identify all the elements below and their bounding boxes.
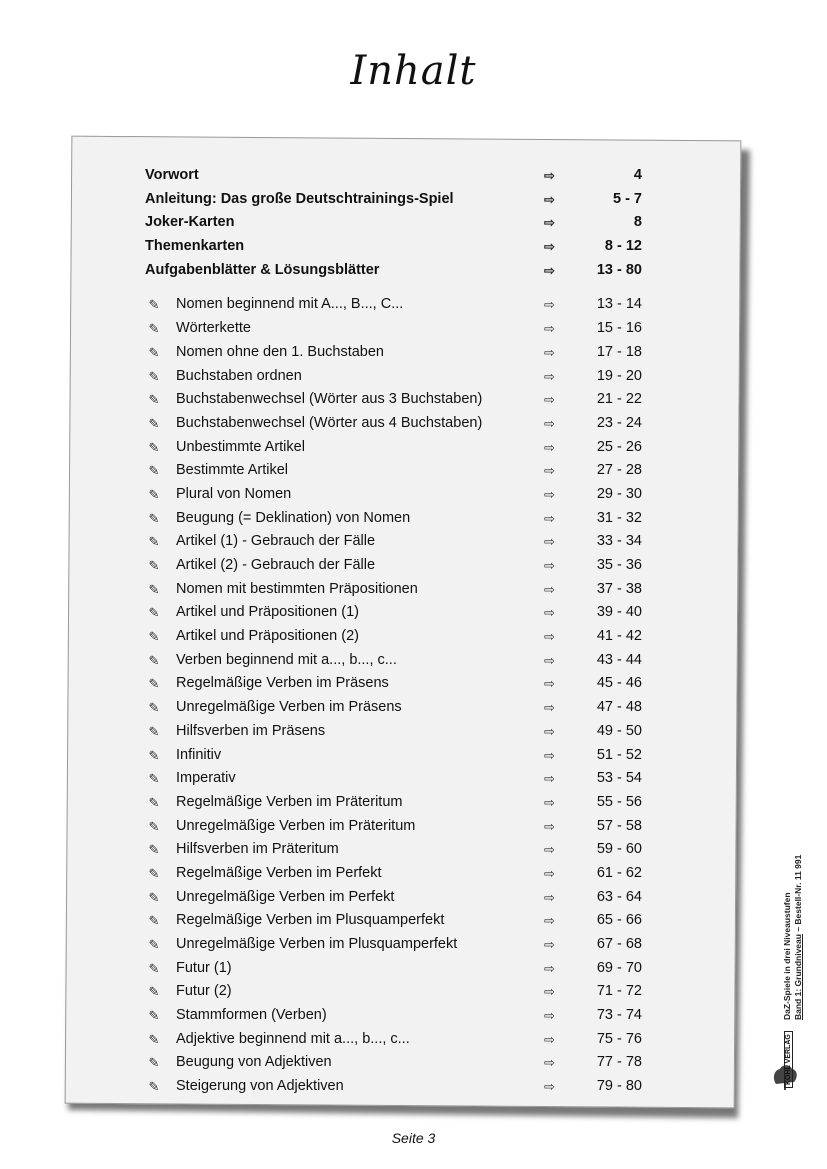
toc-entry-pages: 51 - 52: [596, 746, 642, 763]
pencil-icon: ✎: [148, 368, 160, 384]
toc-entry-label: Plural von Nomen: [176, 485, 292, 502]
arrow-right-icon: ⇨: [544, 368, 555, 384]
toc-entry-pages: 21 - 22: [596, 391, 642, 408]
arrow-right-icon: ⇨: [544, 439, 555, 455]
pencil-icon: ✎: [148, 747, 160, 763]
toc-entry-label: Stammformen (Verben): [176, 1007, 327, 1024]
toc-entry-pages: 8 - 12: [604, 238, 642, 255]
pencil-icon: ✎: [148, 581, 160, 597]
toc-entry-pages: 69 - 70: [596, 959, 642, 976]
arrow-right-icon: ⇨: [544, 700, 555, 716]
toc-entry-pages: 25 - 26: [596, 438, 642, 455]
pencil-icon: ✎: [148, 510, 160, 526]
arrow-right-icon: ⇨: [544, 415, 555, 431]
toc-entry-label: Steigerung von Adjektiven: [176, 1078, 344, 1095]
toc-sub-entry: [145, 530, 665, 554]
pencil-icon: ✎: [148, 794, 160, 810]
pencil-icon: ✎: [148, 1055, 160, 1071]
pencil-icon: ✎: [148, 723, 160, 739]
arrow-right-icon: ⇨: [544, 1031, 555, 1047]
toc-entry-label: Nomen ohne den 1. Buchstaben: [176, 343, 384, 360]
arrow-right-icon: ⇨: [544, 215, 555, 231]
pencil-icon: ✎: [148, 392, 160, 408]
toc-entry-label: Themenkarten: [145, 238, 245, 255]
toc-sub-entry: [145, 1051, 665, 1075]
section-gap: [145, 282, 665, 293]
pencil-icon: ✎: [148, 344, 160, 360]
toc-entry-pages: 73 - 74: [596, 1007, 642, 1024]
toc-entry-label: Unregelmäßige Verben im Präsens: [176, 699, 402, 716]
toc-entry-pages: 23 - 24: [596, 414, 642, 431]
toc-entry-pages: 29 - 30: [596, 485, 642, 502]
toc-entry-pages: 5 - 7: [612, 190, 642, 207]
toc-entry-label: Nomen beginnend mit A..., B..., C...: [176, 296, 404, 313]
toc-entry-pages: 63 - 64: [596, 888, 642, 905]
toc-main-entry: [145, 235, 665, 259]
arrow-right-icon: ⇨: [544, 937, 555, 952]
arrow-right-icon: ⇨: [544, 960, 555, 976]
pencil-icon: ✎: [148, 321, 160, 337]
toc-entry-pages: 15 - 16: [596, 320, 642, 337]
pencil-icon: ✎: [148, 415, 160, 431]
pencil-icon: ✎: [148, 913, 160, 929]
toc-main-entry: [145, 164, 665, 188]
arrow-right-icon: ⇨: [544, 984, 555, 1000]
toc-sub-entry: [145, 578, 665, 602]
toc-entry-pages: 4: [633, 167, 642, 183]
arrow-right-icon: ⇨: [544, 747, 555, 763]
toc-entry-pages: 67 - 68: [596, 936, 642, 952]
toc-entry-label: Unregelmäßige Verben im Plusquamperfekt: [176, 936, 458, 952]
pencil-icon: ✎: [148, 1008, 160, 1024]
toc-entry-pages: 13 - 80: [596, 261, 642, 278]
toc-entry-pages: 57 - 58: [596, 817, 642, 834]
pencil-icon: ✎: [148, 558, 160, 573]
toc-sub-entry: [145, 601, 665, 625]
toc-entry-pages: 59 - 60: [596, 841, 642, 858]
arrow-right-icon: ⇨: [544, 558, 555, 573]
toc-sub-entry: [145, 293, 665, 317]
toc-entry-pages: 13 - 14: [596, 296, 642, 313]
toc-main-entry: [145, 211, 665, 235]
toc-entry-pages: 75 - 76: [596, 1030, 642, 1047]
toc-entry-label: Vorwort: [145, 167, 199, 183]
arrow-right-icon: ⇨: [544, 581, 555, 597]
toc-entry-label: Bestimmte Artikel: [176, 462, 288, 479]
toc-entry-label: Infinitiv: [176, 746, 222, 763]
volume-label: Band 1: Grundniveau: [793, 934, 803, 1020]
toc-entry-pages: 37 - 38: [596, 580, 642, 597]
pencil-icon: ✎: [148, 1031, 160, 1047]
toc-entry-label: Adjektive beginnend mit a..., b..., c...: [176, 1030, 410, 1047]
toc-entry-pages: 39 - 40: [596, 604, 642, 621]
arrow-right-icon: ⇨: [544, 889, 555, 905]
arrow-right-icon: ⇨: [544, 771, 555, 787]
toc-entry-label: Buchstabenwechsel (Wörter aus 4 Buchstaben): [176, 414, 483, 431]
toc-sub-entry: [145, 459, 665, 483]
toc-sub-entry: [145, 365, 665, 389]
toc-entry-pages: 17 - 18: [596, 343, 642, 360]
arrow-right-icon: ⇨: [544, 191, 555, 207]
toc-entry-label: Beugung von Adjektiven: [176, 1054, 332, 1071]
pencil-icon: ✎: [148, 937, 160, 952]
pencil-icon: ✎: [148, 1079, 160, 1095]
arrow-right-icon: ⇨: [544, 818, 555, 834]
toc-entry-label: Regelmäßige Verben im Präteritum: [176, 793, 403, 810]
toc-entry-pages: 53 - 54: [596, 770, 642, 787]
toc-entry-pages: 33 - 34: [596, 533, 642, 550]
toc-sub-entry: [145, 767, 665, 791]
arrow-right-icon: ⇨: [544, 262, 555, 278]
toc-sub-entry: [145, 1075, 665, 1099]
toc-entry-label: Artikel und Präpositionen (1): [176, 604, 359, 621]
arrow-right-icon: ⇨: [544, 629, 555, 645]
pencil-icon: ✎: [148, 960, 160, 976]
toc-entry-label: Unregelmäßige Verben im Präteritum: [176, 817, 416, 834]
toc-entry-pages: 8: [633, 214, 642, 231]
pencil-icon: ✎: [148, 676, 160, 692]
pencil-icon: ✎: [148, 297, 160, 313]
pencil-icon: ✎: [148, 700, 160, 716]
toc-sub-entry: [145, 412, 665, 436]
toc-entry-label: Buchstabenwechsel (Wörter aus 3 Buchstaben): [176, 391, 483, 408]
arrow-right-icon: ⇨: [544, 168, 555, 183]
toc-sub-entry: [145, 507, 665, 531]
arrow-right-icon: ⇨: [544, 463, 555, 479]
toc-entry-label: Anleitung: Das große Deutschtrainings-Spiel: [145, 190, 454, 207]
arrow-right-icon: ⇨: [544, 344, 555, 360]
separator: –: [793, 924, 803, 935]
pencil-icon: ✎: [148, 818, 160, 834]
toc-sub-entry: [145, 554, 665, 578]
toc-entry-pages: 79 - 80: [596, 1078, 642, 1095]
toc-sub-entry: [145, 744, 665, 768]
toc-entry-label: Artikel (1) - Gebrauch der Fälle: [176, 533, 376, 550]
pencil-icon: ✎: [148, 652, 160, 668]
toc-sub-entry: [145, 672, 665, 696]
arrow-right-icon: ⇨: [544, 297, 555, 313]
toc-entry-label: Futur (1): [176, 959, 232, 976]
toc-entry-label: Hilfsverben im Präteritum: [176, 841, 339, 858]
arrow-right-icon: ⇨: [544, 652, 555, 668]
toc-entry-pages: 41 - 42: [596, 628, 642, 645]
toc-sub-entry: [145, 625, 665, 649]
toc-sub-entry: [145, 649, 665, 673]
order-number: Bestell-Nr. 11 991: [793, 854, 803, 925]
pencil-icon: ✎: [148, 439, 160, 455]
toc-entry-label: Aufgabenblätter & Lösungsblätter: [145, 261, 380, 278]
toc-sub-entry: [145, 791, 665, 815]
toc-sub-entry: [145, 815, 665, 839]
toc-entry-label: Unbestimmte Artikel: [176, 438, 305, 455]
toc-sub-entry: [145, 909, 665, 933]
toc-entry-pages: 43 - 44: [596, 651, 642, 668]
arrow-right-icon: ⇨: [544, 239, 555, 255]
toc-entry-label: Regelmäßige Verben im Präsens: [176, 675, 389, 692]
arrow-right-icon: ⇨: [544, 321, 555, 337]
arrow-right-icon: ⇨: [544, 1079, 555, 1095]
toc-entry-pages: 47 - 48: [596, 699, 642, 716]
arrow-right-icon: ⇨: [544, 510, 555, 526]
toc-entry-label: Nomen mit bestimmten Präpositionen: [176, 580, 418, 597]
arrow-right-icon: ⇨: [544, 676, 555, 692]
table-of-contents: [145, 164, 665, 1099]
arrow-right-icon: ⇨: [544, 534, 555, 550]
pencil-icon: ✎: [148, 463, 160, 479]
toc-entry-label: Hilfsverben im Präsens: [176, 722, 326, 739]
toc-sub-entry: [145, 1004, 665, 1028]
toc-entry-pages: 19 - 20: [596, 367, 642, 384]
toc-entry-pages: 71 - 72: [596, 983, 642, 1000]
pencil-icon: ✎: [148, 889, 160, 905]
pencil-icon: ✎: [148, 605, 160, 621]
arrow-right-icon: ⇨: [544, 794, 555, 810]
toc-entry-pages: 55 - 56: [596, 793, 642, 810]
arrow-right-icon: ⇨: [544, 392, 555, 408]
toc-sub-entry: [145, 696, 665, 720]
toc-main-entry: [145, 259, 665, 283]
toc-entry-pages: 49 - 50: [596, 722, 642, 739]
arrow-right-icon: ⇨: [544, 842, 555, 858]
toc-entry-label: Joker-Karten: [145, 214, 235, 231]
toc-entry-label: Regelmäßige Verben im Perfekt: [176, 864, 382, 881]
pencil-icon: ✎: [148, 629, 160, 645]
toc-entry-pages: 35 - 36: [596, 557, 642, 573]
toc-sub-entry: [145, 862, 665, 886]
toc-sub-entry: [145, 933, 665, 957]
toc-entry-label: Imperativ: [176, 770, 236, 787]
pencil-icon: ✎: [148, 984, 160, 1000]
toc-entry-label: Artikel (2) - Gebrauch der Fälle: [176, 557, 376, 573]
toc-sub-entry: [145, 980, 665, 1004]
pencil-icon: ✎: [148, 865, 160, 881]
toc-entry-label: Unregelmäßige Verben im Perfekt: [176, 888, 395, 905]
arrow-right-icon: ⇨: [544, 1055, 555, 1071]
arrow-right-icon: ⇨: [544, 605, 555, 621]
toc-entry-pages: 45 - 46: [596, 675, 642, 692]
toc-sub-entry: [145, 720, 665, 744]
toc-sub-entry: [145, 388, 665, 412]
page-title: Inhalt: [350, 48, 477, 94]
toc-sub-entry: [145, 436, 665, 460]
toc-entry-label: Wörterkette: [176, 320, 251, 337]
toc-entry-label: Futur (2): [176, 983, 232, 1000]
toc-sub-entry: [145, 483, 665, 507]
toc-entry-pages: 61 - 62: [596, 864, 642, 881]
toc-entry-label: Regelmäßige Verben im Plusquamperfekt: [176, 912, 445, 929]
toc-entry-label: Artikel und Präpositionen (2): [176, 628, 359, 645]
toc-entry-pages: 27 - 28: [596, 462, 642, 479]
toc-entry-pages: 77 - 78: [596, 1054, 642, 1071]
toc-sub-entry: [145, 957, 665, 981]
toc-entry-pages: 31 - 32: [596, 509, 642, 526]
toc-main-entry: [145, 188, 665, 212]
toc-sub-entry: [145, 838, 665, 862]
arrow-right-icon: ⇨: [544, 1008, 555, 1024]
arrow-right-icon: ⇨: [544, 913, 555, 929]
toc-sub-entry: [145, 886, 665, 910]
pencil-icon: ✎: [148, 842, 160, 858]
page-number: Seite 3: [391, 1130, 436, 1146]
arrow-right-icon: ⇨: [544, 486, 555, 502]
toc-sub-entry: [145, 341, 665, 365]
pencil-icon: ✎: [148, 771, 160, 787]
pencil-icon: ✎: [148, 486, 160, 502]
arrow-right-icon: ⇨: [544, 723, 555, 739]
toc-entry-pages: 65 - 66: [596, 912, 642, 929]
toc-entry-label: Buchstaben ordnen: [176, 367, 302, 384]
series-title: DaZ-Spiele in drei Niveaustufen: [782, 892, 792, 1020]
arrow-right-icon: ⇨: [544, 865, 555, 881]
toc-entry-label: Beugung (= Deklination) von Nomen: [176, 509, 411, 526]
pencil-icon: ✎: [148, 534, 160, 550]
toc-entry-label: Verben beginnend mit a..., b..., c...: [176, 651, 397, 668]
toc-sub-entry: [145, 317, 665, 341]
toc-sub-entry: [145, 1028, 665, 1052]
